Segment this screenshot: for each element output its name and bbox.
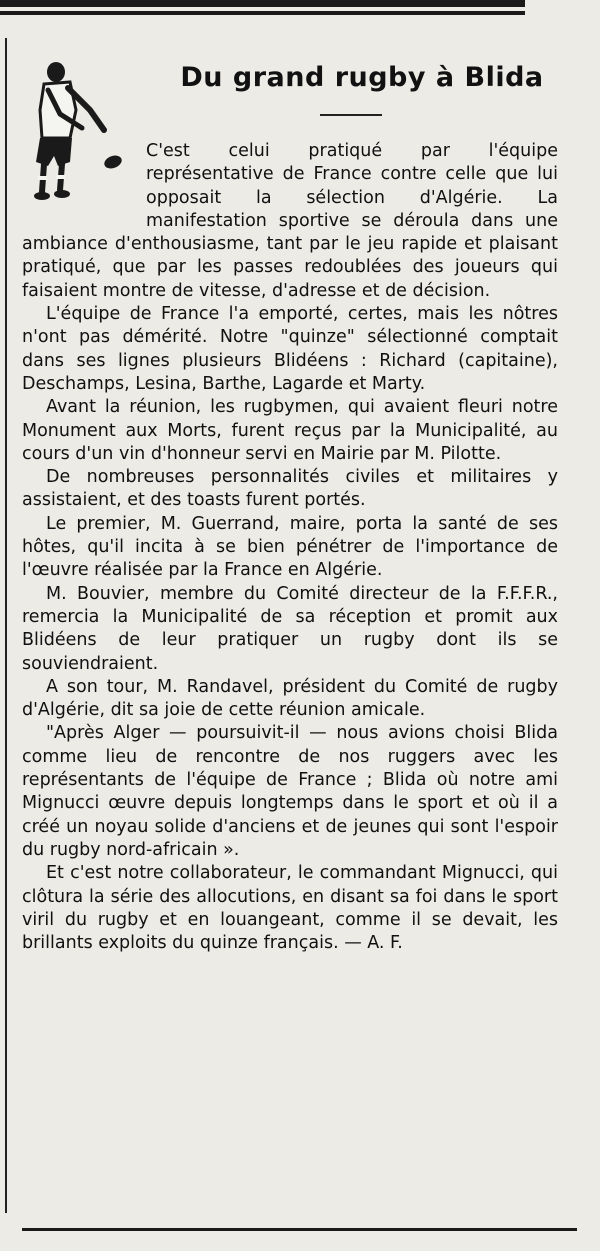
paragraph: A son tour, M. Randavel, président du Comité de rugby d'Algérie, dit sa joie de cette réunion amicale. <box>22 676 558 721</box>
article-body <box>22 140 558 955</box>
paragraph: Le premier, M. Guerrand, maire, porta la santé de ses hôtes, qu'il incita à se bien pénétrer de l'importance de l'œuvre réalisée par la France en Algérie. <box>22 513 558 581</box>
paragraph: "Après Alger — poursuivit-il — nous avions choisi Blida comme lieu de rencontre de nos ruggers avec les représentants de l'équipe de France ; Blida où notre ami Mignucci œuvre depuis longtemps dans le sport et où il a créé un noyau solide d'anciens et de jeunes qui sont l'espoir du rugby nord-africain ». <box>22 723 558 860</box>
paragraph: De nombreuses personnalités civiles et militaires y assistaient, et des toasts furent portés. <box>22 467 558 511</box>
title-underline <box>320 114 382 116</box>
paragraph: Avant la réunion, les rugbymen, qui avaient fleuri notre Monument aux Morts, furent reçus par la Municipalité, au cours d'un vin d'honneur servi en Mairie par M. Pilotte. <box>22 397 558 464</box>
paragraph: C'est celui pratiqué par l'équipe représentative de France contre celle que lui opposait la sélection d'Algérie. La manifestation sportive se déroula dans une ambiance d'enthousiasme, tant par le jeu rapide et plaisant pratiqué, que par les passes redoublées des joueurs qui faisaient montre de vitesse, d'adresse et de décision. <box>22 141 558 301</box>
column-left-rule <box>5 38 7 1213</box>
top-border-rule <box>0 0 525 18</box>
bottom-border-rule <box>22 1228 577 1231</box>
paragraph: L'équipe de France l'a emporté, certes, mais les nôtres n'ont pas démérité. Notre "quinze" sélectionné comptait dans ses lignes plusieurs Blidéens : Richard (capitaine), Deschamps, Lesina, Barthe, Lagarde et Marty. <box>22 304 558 394</box>
paragraph: M. Bouvier, membre du Comité directeur de la F.F.F.R., remercia la Municipalité de sa réception et promit aux Blidéens de leur pratiquer un rugby dont ils se souviendraient. <box>22 583 558 674</box>
headline: Du grand rugby à Blida <box>180 62 544 93</box>
paragraph: Et c'est notre collaborateur, le commandant Mignucci, qui clôtura la série des allocutions, en disant sa foi dans le sport viril du rugby et en louangeant, comme il se devait, les brillants exploits du quinze français. — A. F. <box>22 863 558 954</box>
